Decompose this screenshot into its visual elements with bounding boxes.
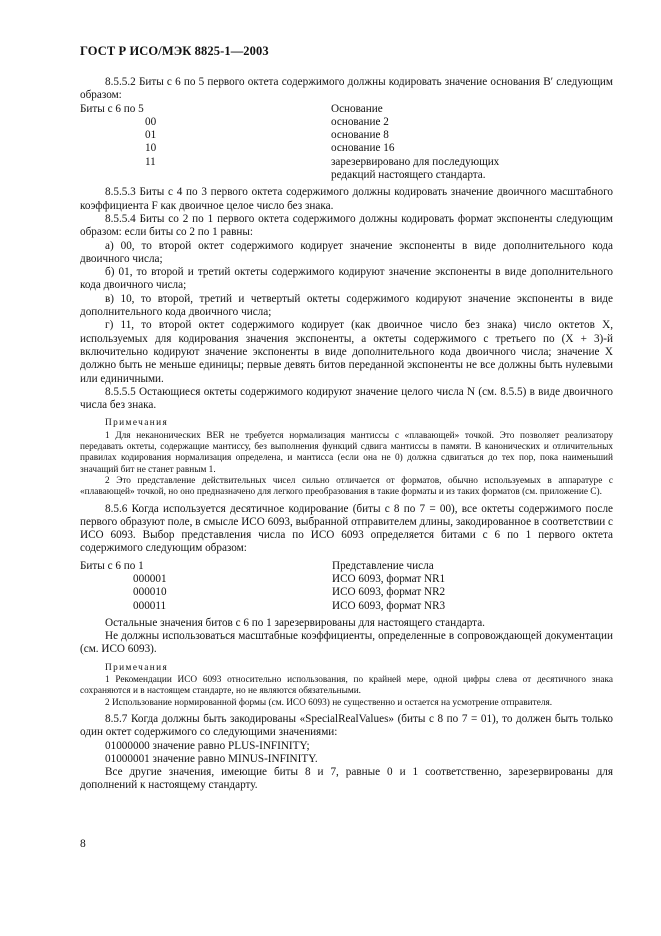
list-item-b: б) 01, то второй и третий октеты содержимого кодируют значение экспоненты в виде дополнительного кода двоичного числа; [80,266,613,292]
table-row [80,586,613,599]
table-row [80,600,613,613]
note-1: 1 Рекомендации ИСО 6093 относительно использования, по крайней мере, одной цифры слева от десятичного знака сохраняются и в настоящем стандарте, но не являются обязательными. [80,675,613,697]
paragraph-8-5-5-2: 8.5.5.2 Биты с 6 по 5 первого октета содержимого должны кодировать значение основания B′ следующим образом: [80,76,613,102]
note-2: 2 Это представление действительных чисел сильно отличается от форматов, обычно используемых в аппаратуре с «плавающей» точкой, но оно предназначено для легкого преобразования в такие форматы и из таких форматов (см. приложение С). [80,475,613,498]
base-table-col1-header: Биты с 6 по 5 [80,102,144,115]
table-cell-value: зарезервировано для последующих [331,155,500,168]
table-row [80,573,613,586]
table-row [80,129,613,142]
repr-table-col2-header: Представление числа [332,559,434,572]
notes-title: Примечания [105,418,169,429]
list-item-c: в) 10, то второй, третий и четвертый октеты содержимого кодируют значение экспоненты в виде дополнительного кода двоичного числа; [80,292,613,319]
table-cell-value: ИСО 6093, формат NR3 [332,599,446,612]
paragraph-reserved-values: Остальные значения битов с 6 по 1 зарезервированы для настоящего стандарта. [105,616,485,629]
table-row [80,116,613,129]
notes-title: Примечания [105,662,169,673]
repr-table-col1-header: Биты с 6 по 1 [80,559,144,572]
table-cell-value: основание 16 [331,142,395,155]
paragraph-8-5-7: 8.5.7 Когда должны быть закодированы «SpecialRealValues» (биты с 8 по 7 = 01), то должен быть только один октет содержимого со следующими значениями: [80,712,613,739]
base-table-header [80,103,613,116]
note-1: 1 Для неканонических BER не требуется нормализация мантиссы с «плавающей» точкой. Это позволяет реализатору передавать октеты, содержащие мантиссу, без выполнения функций сдвига мантиссы в памяти. В канонических и отличительных правилах кодирования нормализация определена, и мантисса (если она не 0) должна сдвигаться до тех пор, пока наименьший значащий бит не станет равным 1. [80,430,613,475]
table-cell-value: основание 8 [331,129,389,142]
paragraph-other-values: Все другие значения, имеющие биты 8 и 7, равные 0 и 1 соответственно, зарезервированы для дополнений к настоящему стандарту. [80,766,613,792]
page-header: ГОСТ Р ИСО/МЭК 8825-1—2003 [80,44,269,58]
paragraph-8-5-5-4: 8.5.5.4 Биты со 2 по 1 первого октета содержимого должны кодировать формат экспоненты следующим образом: если биты со 2 по 1 равны: [80,212,613,239]
paragraph-scale-factors: Не должны использоваться масштабные коэффициенты, определенные в сопровождающей документации (см. ИСО 6093). [80,630,613,656]
table-cell-bits: 000010 [133,586,167,599]
page-content [80,76,613,793]
table-cell-value: ИСО 6093, формат NR1 [332,572,446,585]
table-cell-bits: 11 [145,155,156,168]
table-row [80,156,613,169]
list-item-a: а) 00, то второй октет содержимого кодирует значение экспоненты в виде дополнительного кода двоичного числа; [80,239,613,265]
table-cell-bits: 000001 [133,572,167,585]
base-table-col2-header: Основание [331,102,383,115]
page-number: 8 [80,838,86,850]
paragraph-8-5-5-5: 8.5.5.5 Остающиеся октеты содержимого кодируют значение целого числа N (см. 8.5.5) в виде двоичного числа без знака. [80,385,613,412]
table-cell-value: редакций настоящего стандарта. [331,169,486,182]
paragraph-8-5-5-3: 8.5.5.3 Биты с 4 по 3 первого октета содержимого должны кодировать значение двоичного масштабного коэффициента F как двоичное целое число без знака. [80,186,613,212]
table-cell-bits: 01 [145,129,157,142]
special-value-plus-infinity: 01000000 значение равно PLUS-INFINITY; [105,739,310,752]
representation-table [80,560,613,613]
table-cell-bits: 000011 [133,599,167,612]
table-row-continuation [80,169,613,182]
table-row [80,142,613,155]
note-2: 2 Использование нормированной формы (см. ИСО 6093) не существенно и остается на усмотрение отправителя. [105,697,553,708]
paragraph-8-5-6: 8.5.6 Когда используется десятичное кодирование (биты с 8 по 7 = 00), все октеты содержимого после первого образуют поле, в смысле ИСО 6093, выбранной отправителем длины, закодированное в соответствии с ИСО 6093. Выбор представления числа по ИСО 6093 определяется битами с 6 по 1 первого октета содержимого следующим образом: [80,502,613,555]
list-item-d: г) 11, то второй октет содержимого кодирует (как двоичное число без знака) число октетов X, используемых для кодирования значения экспоненты, а октеты содержимого с третьего по (X + 3)-й включительно кодируют значение экспоненты в виде дополнительного кода двоичного числа; значение X должно быть не меньше единицы; первые девять битов переданной экспоненты не все должны быть нулевыми или единичными. [80,319,613,385]
special-value-minus-infinity: 01000001 значение равно MINUS-INFINITY. [105,752,318,765]
table-cell-bits: 00 [145,115,157,128]
table-cell-value: ИСО 6093, формат NR2 [332,586,446,599]
repr-table-header [80,560,613,573]
table-cell-value: основание 2 [331,115,389,128]
base-table [80,103,613,183]
table-cell-bits: 10 [145,142,157,155]
